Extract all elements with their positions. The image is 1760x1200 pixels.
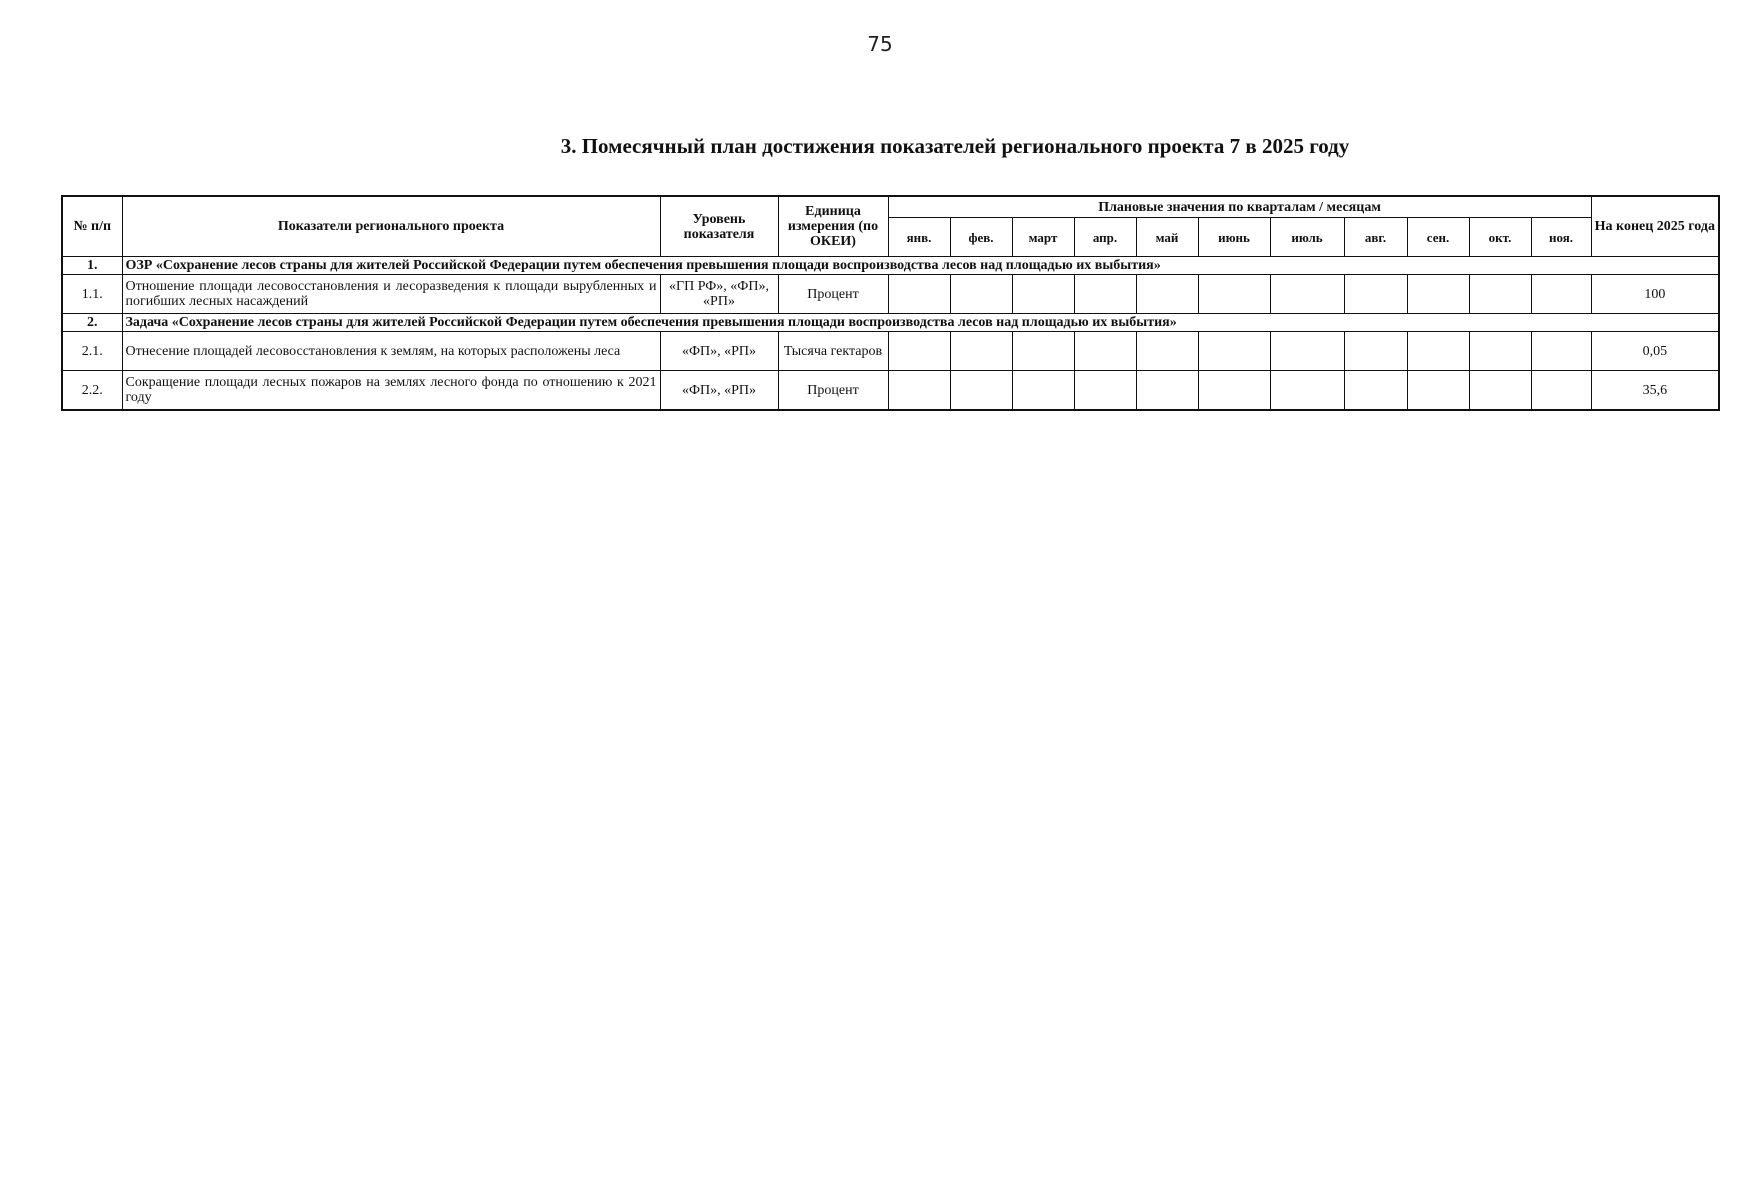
indicator-name: Отношение площади лесовосстановления и лесоразведения к площади вырубленных и погибших лесных насаждений xyxy=(122,275,660,314)
header-month: фев. xyxy=(950,218,1012,257)
month-value xyxy=(1344,275,1407,314)
month-value xyxy=(1469,371,1531,411)
header-month: май xyxy=(1136,218,1198,257)
header-month: март xyxy=(1012,218,1074,257)
month-value xyxy=(950,371,1012,411)
indicator-level: «ФП», «РП» xyxy=(660,332,778,371)
month-value xyxy=(1344,332,1407,371)
month-value xyxy=(950,332,1012,371)
header-level: Уровень показателя xyxy=(660,196,778,257)
month-value xyxy=(1469,275,1531,314)
month-value xyxy=(1469,332,1531,371)
table-row xyxy=(62,371,1719,411)
group-title: Задача «Сохранение лесов страны для жителей Российской Федерации путем обеспечения превышения площади воспроизводства лесов над площадью их выбытия» xyxy=(122,314,1719,332)
group-row xyxy=(62,257,1719,275)
header-month: июль xyxy=(1270,218,1344,257)
month-value xyxy=(1270,275,1344,314)
month-value xyxy=(1407,371,1469,411)
month-value xyxy=(1407,275,1469,314)
page-number: 75 xyxy=(867,32,893,56)
month-value xyxy=(1198,332,1270,371)
header-month: апр. xyxy=(1074,218,1136,257)
header-month: окт. xyxy=(1469,218,1531,257)
month-value xyxy=(888,332,950,371)
indicator-unit: Тысяча гектаров xyxy=(778,332,888,371)
header-month: авг. xyxy=(1344,218,1407,257)
month-value xyxy=(1531,371,1591,411)
indicator-level: «ФП», «РП» xyxy=(660,371,778,411)
row-number: 2.1. xyxy=(62,332,122,371)
header-unit: Единица измерения (по ОКЕИ) xyxy=(778,196,888,257)
indicator-name: Сокращение площади лесных пожаров на землях лесного фонда по отношению к 2021 году xyxy=(122,371,660,411)
table-row xyxy=(62,332,1719,371)
header-month: июнь xyxy=(1198,218,1270,257)
month-value xyxy=(950,275,1012,314)
month-value xyxy=(1270,332,1344,371)
month-value xyxy=(888,275,950,314)
group-row xyxy=(62,314,1719,332)
end-of-year-value: 0,05 xyxy=(1591,332,1719,371)
month-value xyxy=(1531,332,1591,371)
month-value xyxy=(1012,275,1074,314)
month-value xyxy=(1270,371,1344,411)
month-value xyxy=(1136,332,1198,371)
indicator-name: Отнесение площадей лесовосстановления к землям, на которых расположены леса xyxy=(122,332,660,371)
header-planned-values: Плановые значения по кварталам / месяцам xyxy=(888,196,1591,218)
header-month: янв. xyxy=(888,218,950,257)
month-value xyxy=(1074,275,1136,314)
month-value xyxy=(1136,371,1198,411)
indicator-unit: Процент xyxy=(778,371,888,411)
month-value xyxy=(1136,275,1198,314)
month-value xyxy=(1407,332,1469,371)
group-title: ОЗР «Сохранение лесов страны для жителей Российской Федерации путем обеспечения превышения площади воспроизводства лесов над площадью их выбытия» xyxy=(122,257,1719,275)
month-value xyxy=(1531,275,1591,314)
month-value xyxy=(1074,332,1136,371)
month-value xyxy=(1344,371,1407,411)
indicator-level: «ГП РФ», «ФП», «РП» xyxy=(660,275,778,314)
month-value xyxy=(1012,332,1074,371)
group-number: 1. xyxy=(62,257,122,275)
end-of-year-value: 35,6 xyxy=(1591,371,1719,411)
header-end-of-year: На конец 2025 года xyxy=(1591,196,1719,257)
header-indicator: Показатели регионального проекта xyxy=(122,196,660,257)
month-value xyxy=(1074,371,1136,411)
header-month: ноя. xyxy=(1531,218,1591,257)
monthly-plan-table xyxy=(61,195,1720,411)
month-value xyxy=(1198,275,1270,314)
row-number: 2.2. xyxy=(62,371,122,411)
header-month: сен. xyxy=(1407,218,1469,257)
table-row xyxy=(62,275,1719,314)
row-number: 1.1. xyxy=(62,275,122,314)
end-of-year-value: 100 xyxy=(1591,275,1719,314)
indicator-unit: Процент xyxy=(778,275,888,314)
month-value xyxy=(1012,371,1074,411)
document-title xyxy=(0,134,1760,159)
month-value xyxy=(888,371,950,411)
month-value xyxy=(1198,371,1270,411)
document-title-text: 3. Помесячный план достижения показателей регионального проекта 7 в 2025 году xyxy=(560,134,1350,158)
header-num: № п/п xyxy=(62,196,122,257)
group-number: 2. xyxy=(62,314,122,332)
